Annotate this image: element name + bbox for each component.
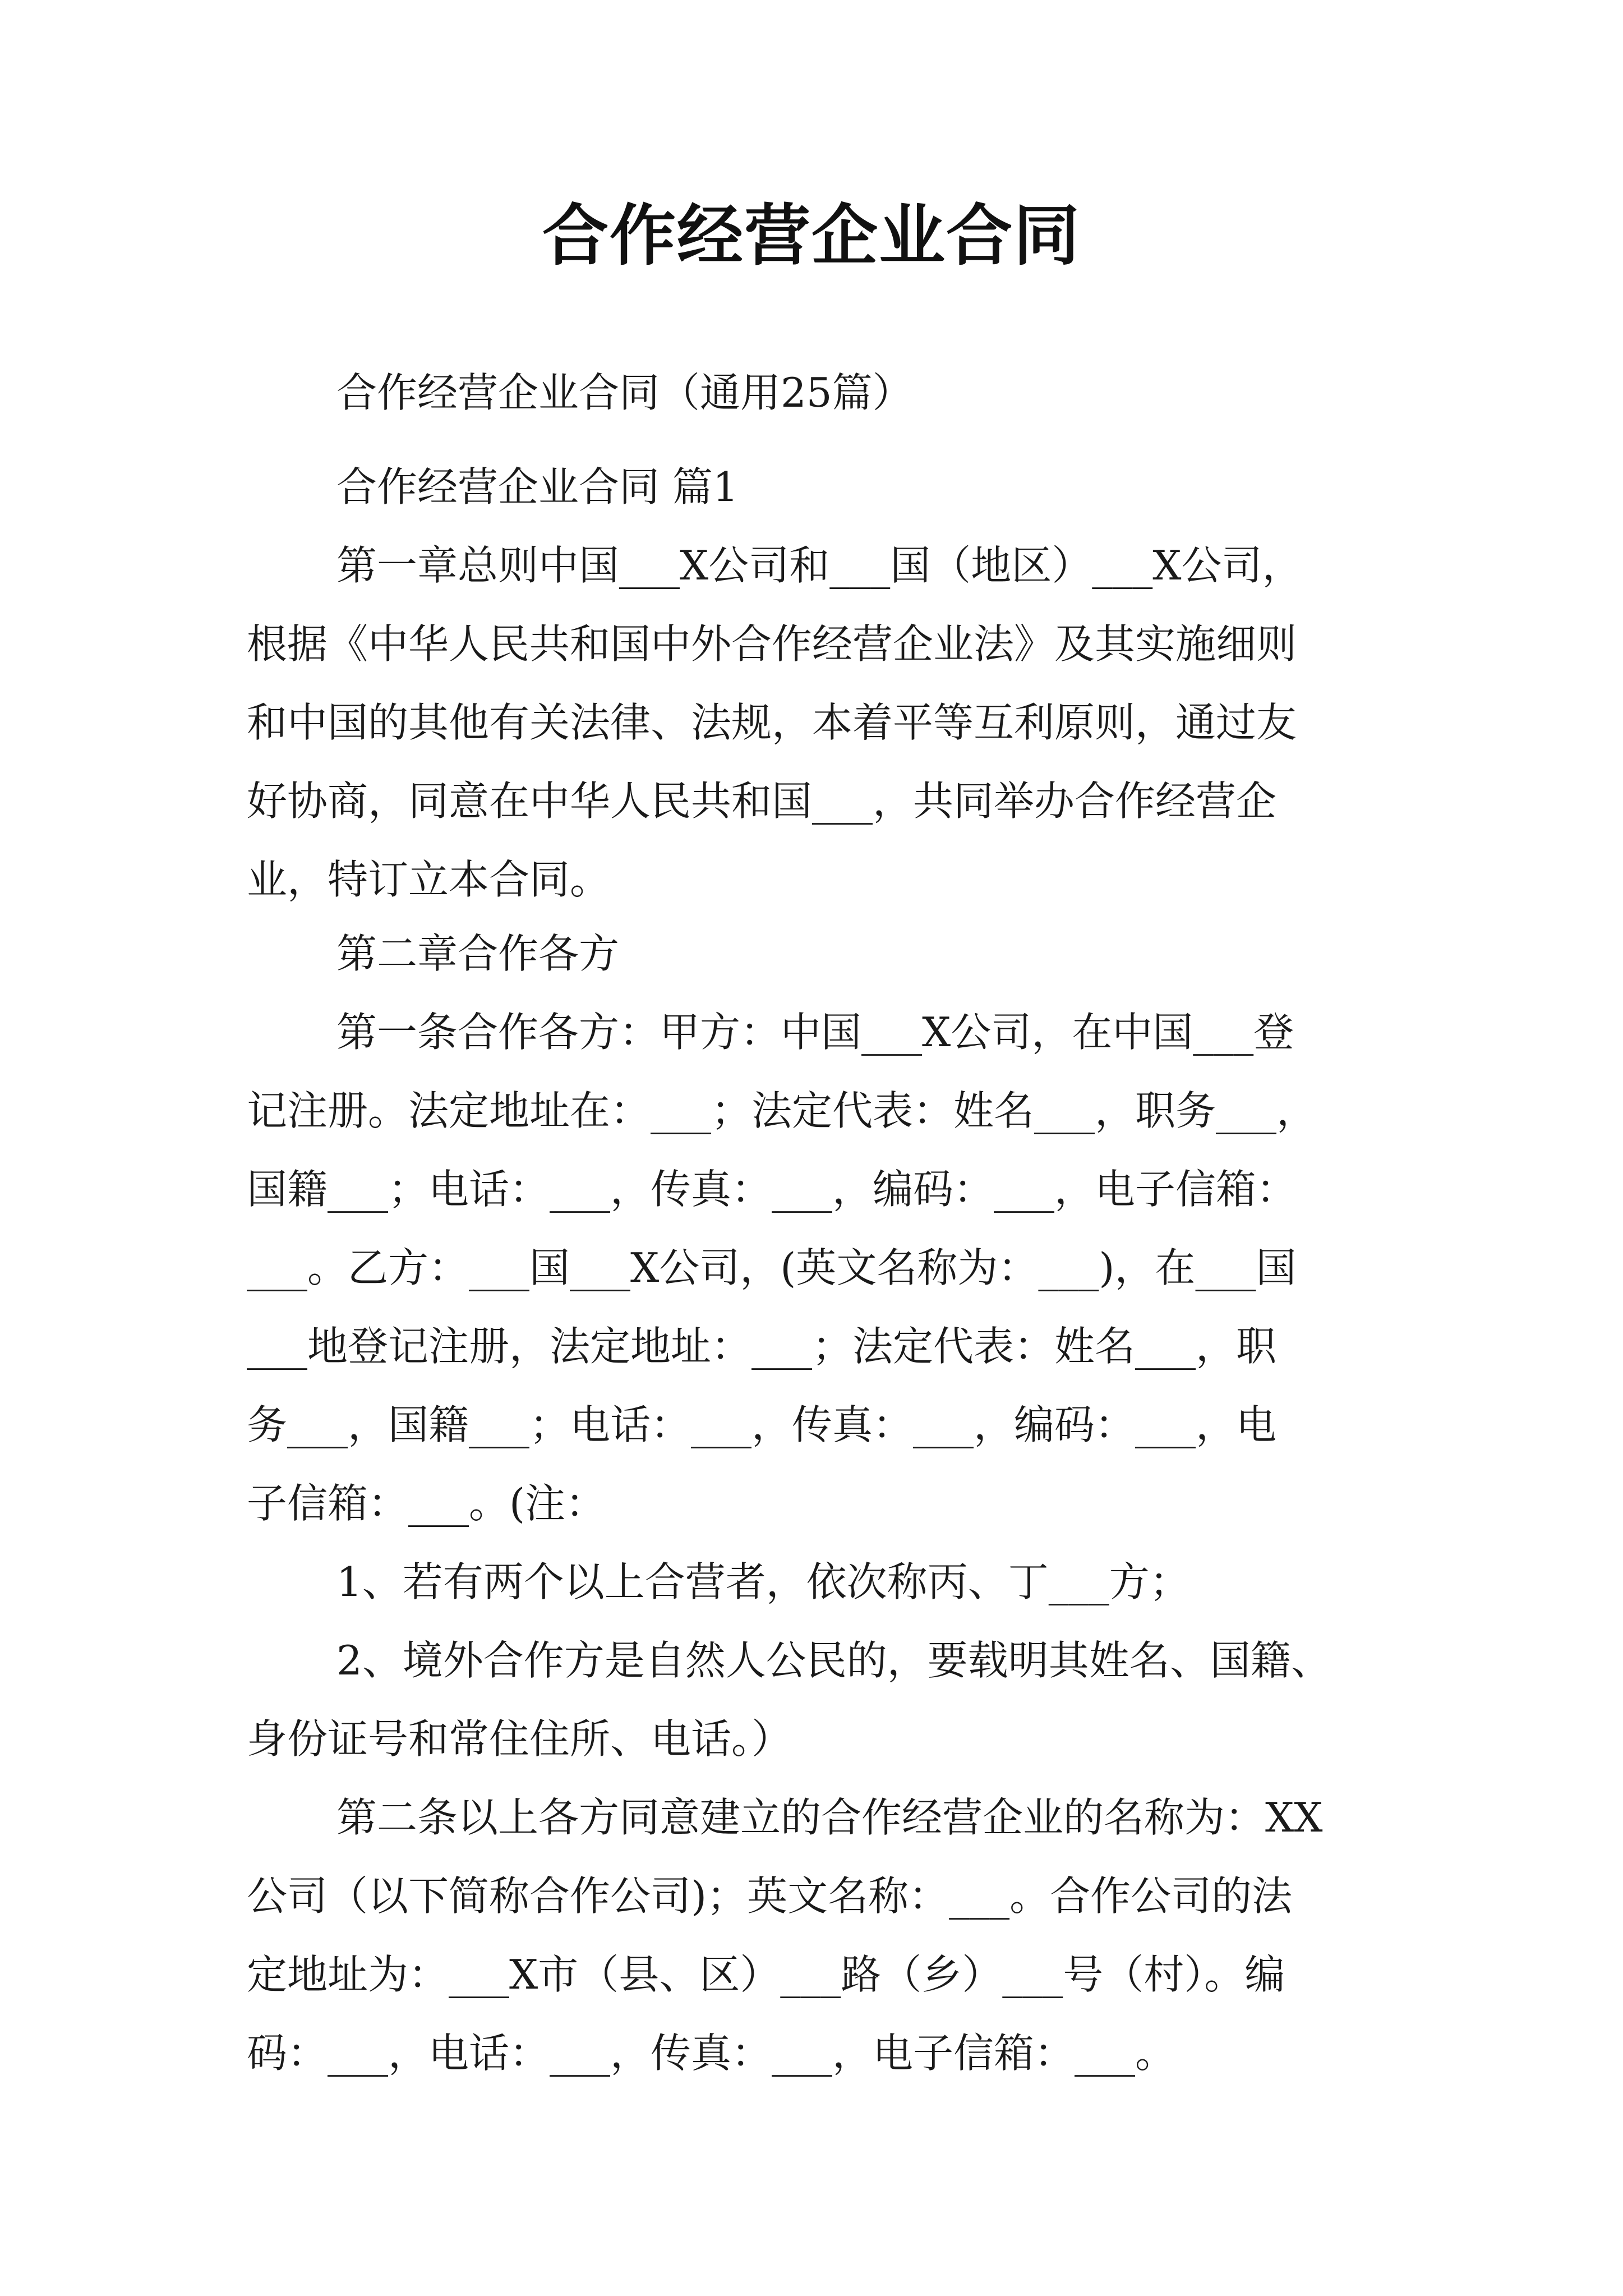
text-line: 公司（以下简称合作公司)；英文名称：___。合作公司的法 [247, 1872, 1293, 1920]
text-line: 第一条合作各方：甲方：中国___X公司，在中国___登 [336, 1009, 1294, 1056]
text-line: 根据《中华人民共和国中外合作经营企业法》及其实施细则 [247, 620, 1297, 668]
text-line: 第二章合作各方 [336, 930, 620, 977]
text-line: 合作经营企业合同 篇1 [336, 463, 739, 510]
text-line: 身份证号和常住住所、电话。） [247, 1715, 792, 1763]
text-line: 1、若有两个以上合营者，依次称丙、丁___方； [336, 1558, 1190, 1605]
text-line: 合作经营企业合同（通用25篇） [336, 369, 913, 416]
text-line: ___地登记注册，法定地址：___；法定代表：姓名___，职 [247, 1323, 1277, 1370]
text-line: 好协商，同意在中华人民共和国___，共同举办合作经营企 [247, 777, 1277, 825]
text-line: 码：___，电话：___，传真：___，电子信箱：___。 [247, 2030, 1176, 2077]
document-title: 合作经营企业合同 [542, 197, 1081, 274]
text-line: 第一章总则中国___X公司和___国（地区）___X公司， [336, 542, 1303, 589]
text-line: 子信箱：___。(注： [247, 1480, 606, 1527]
text-line: 第二条以上各方同意建立的合作经营企业的名称为：XX [336, 1794, 1323, 1841]
text-line: ___。乙方：___国___X公司，(英文名称为：___)，在___国 [247, 1244, 1297, 1291]
text-line: 定地址为：___X市（县、区）___路（乡）___号（村）。编 [247, 1951, 1285, 1998]
text-line: 国籍___；电话：___，传真：___，编码：___，电子信箱： [247, 1166, 1297, 1213]
text-line: 和中国的其他有关法律、法规，本着平等互利原则，通过友 [247, 699, 1297, 746]
text-line: 记注册。法定地址在：___；法定代表：姓名___，职务___， [247, 1087, 1317, 1134]
text-line: 2、境外合作方是自然人公民的，要载明其姓名、国籍、 [336, 1637, 1331, 1684]
text-line: 务___，国籍___；电话：___，传真：___，编码：___，电 [247, 1401, 1277, 1448]
text-line: 业，特订立本合同。 [247, 856, 611, 903]
